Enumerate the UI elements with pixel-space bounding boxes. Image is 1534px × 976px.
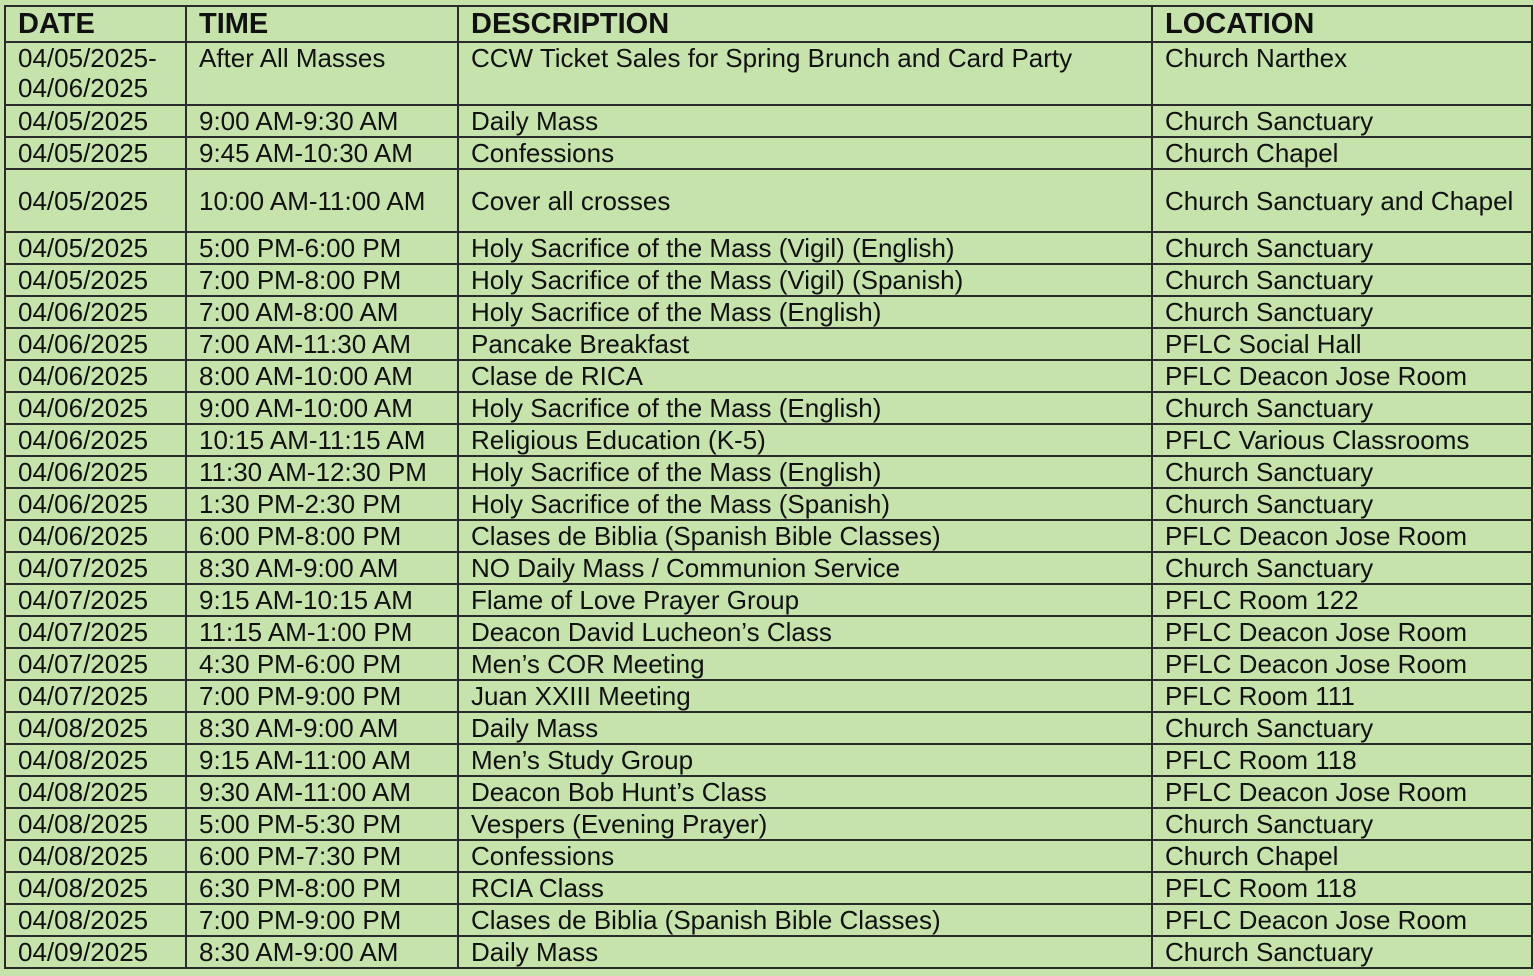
cell-location: Church Sanctuary and Chapel bbox=[1152, 169, 1532, 232]
cell-location: Church Sanctuary bbox=[1152, 936, 1532, 968]
cell-location: PFLC Room 118 bbox=[1152, 744, 1532, 776]
cell-description: Holy Sacrifice of the Mass (Vigil) (Spanish) bbox=[458, 264, 1152, 296]
cell-location: Church Narthex bbox=[1152, 42, 1532, 105]
cell-date: 04/07/2025 bbox=[5, 616, 186, 648]
table-row bbox=[5, 42, 1532, 105]
schedule-table bbox=[4, 5, 1533, 969]
cell-time: 10:00 AM-11:00 AM bbox=[186, 169, 458, 232]
cell-date: 04/06/2025 bbox=[5, 520, 186, 552]
cell-location: PFLC Deacon Jose Room bbox=[1152, 520, 1532, 552]
cell-time: 1:30 PM-2:30 PM bbox=[186, 488, 458, 520]
cell-time: 8:00 AM-10:00 AM bbox=[186, 360, 458, 392]
cell-date: 04/05/2025 bbox=[5, 105, 186, 137]
cell-description: Daily Mass bbox=[458, 712, 1152, 744]
cell-time: 7:00 AM-11:30 AM bbox=[186, 328, 458, 360]
cell-description: Vespers (Evening Prayer) bbox=[458, 808, 1152, 840]
cell-date: 04/07/2025 bbox=[5, 584, 186, 616]
table-row bbox=[5, 872, 1532, 904]
cell-location: Church Sanctuary bbox=[1152, 105, 1532, 137]
cell-description: CCW Ticket Sales for Spring Brunch and Card Party bbox=[458, 42, 1152, 105]
table-row bbox=[5, 840, 1532, 872]
cell-date: 04/05/2025 bbox=[5, 169, 186, 232]
cell-date: 04/05/2025 bbox=[5, 232, 186, 264]
cell-description: Daily Mass bbox=[458, 105, 1152, 137]
column-header-description: DESCRIPTION bbox=[458, 6, 1152, 42]
cell-location: Church Sanctuary bbox=[1152, 712, 1532, 744]
cell-time: 6:00 PM-7:30 PM bbox=[186, 840, 458, 872]
cell-date: 04/08/2025 bbox=[5, 744, 186, 776]
table-row bbox=[5, 712, 1532, 744]
cell-description: Holy Sacrifice of the Mass (English) bbox=[458, 392, 1152, 424]
cell-time: 9:00 AM-10:00 AM bbox=[186, 392, 458, 424]
cell-description: Men’s COR Meeting bbox=[458, 648, 1152, 680]
cell-time: 9:30 AM-11:00 AM bbox=[186, 776, 458, 808]
cell-date: 04/06/2025 bbox=[5, 392, 186, 424]
cell-date: 04/08/2025 bbox=[5, 712, 186, 744]
cell-location: Church Sanctuary bbox=[1152, 488, 1532, 520]
cell-description: Clase de RICA bbox=[458, 360, 1152, 392]
cell-time: 10:15 AM-11:15 AM bbox=[186, 424, 458, 456]
cell-description: Cover all crosses bbox=[458, 169, 1152, 232]
table-row bbox=[5, 392, 1532, 424]
schedule-body bbox=[5, 42, 1532, 968]
table-row bbox=[5, 456, 1532, 488]
cell-location: PFLC Social Hall bbox=[1152, 328, 1532, 360]
cell-date: 04/08/2025 bbox=[5, 904, 186, 936]
cell-description: Holy Sacrifice of the Mass (English) bbox=[458, 296, 1152, 328]
cell-location: Church Sanctuary bbox=[1152, 552, 1532, 584]
cell-location: Church Sanctuary bbox=[1152, 264, 1532, 296]
cell-time: 7:00 PM-9:00 PM bbox=[186, 680, 458, 712]
cell-location: PFLC Room 111 bbox=[1152, 680, 1532, 712]
cell-location: PFLC Deacon Jose Room bbox=[1152, 776, 1532, 808]
cell-date: 04/06/2025 bbox=[5, 360, 186, 392]
cell-description: Holy Sacrifice of the Mass (Spanish) bbox=[458, 488, 1152, 520]
table-row bbox=[5, 169, 1532, 232]
table-row bbox=[5, 232, 1532, 264]
cell-time: 5:00 PM-6:00 PM bbox=[186, 232, 458, 264]
column-header-date: DATE bbox=[5, 6, 186, 42]
cell-time: 6:00 PM-8:00 PM bbox=[186, 520, 458, 552]
cell-date: 04/07/2025 bbox=[5, 552, 186, 584]
cell-description: Religious Education (K-5) bbox=[458, 424, 1152, 456]
table-row bbox=[5, 137, 1532, 169]
table-row bbox=[5, 936, 1532, 968]
cell-date: 04/05/2025 bbox=[5, 137, 186, 169]
cell-description: Confessions bbox=[458, 137, 1152, 169]
table-row bbox=[5, 776, 1532, 808]
cell-description: Men’s Study Group bbox=[458, 744, 1152, 776]
cell-time: 8:30 AM-9:00 AM bbox=[186, 936, 458, 968]
cell-location: Church Sanctuary bbox=[1152, 296, 1532, 328]
cell-date: 04/08/2025 bbox=[5, 808, 186, 840]
cell-time: 9:00 AM-9:30 AM bbox=[186, 105, 458, 137]
cell-date: 04/06/2025 bbox=[5, 424, 186, 456]
cell-location: Church Sanctuary bbox=[1152, 392, 1532, 424]
table-row bbox=[5, 584, 1532, 616]
cell-date: 04/06/2025 bbox=[5, 488, 186, 520]
cell-description: Clases de Biblia (Spanish Bible Classes) bbox=[458, 904, 1152, 936]
cell-time: 8:30 AM-9:00 AM bbox=[186, 712, 458, 744]
cell-date: 04/06/2025 bbox=[5, 456, 186, 488]
cell-description: Holy Sacrifice of the Mass (English) bbox=[458, 456, 1152, 488]
cell-date: 04/05/2025 bbox=[5, 264, 186, 296]
cell-description: Holy Sacrifice of the Mass (Vigil) (English) bbox=[458, 232, 1152, 264]
cell-time: 9:15 AM-10:15 AM bbox=[186, 584, 458, 616]
cell-date: 04/08/2025 bbox=[5, 872, 186, 904]
cell-location: Church Chapel bbox=[1152, 840, 1532, 872]
table-row bbox=[5, 360, 1532, 392]
cell-location: PFLC Deacon Jose Room bbox=[1152, 904, 1532, 936]
table-row bbox=[5, 744, 1532, 776]
table-row bbox=[5, 520, 1532, 552]
cell-location: PFLC Deacon Jose Room bbox=[1152, 616, 1532, 648]
cell-description: Juan XXIII Meeting bbox=[458, 680, 1152, 712]
cell-time: 7:00 PM-9:00 PM bbox=[186, 904, 458, 936]
table-row bbox=[5, 552, 1532, 584]
table-row bbox=[5, 424, 1532, 456]
cell-location: PFLC Room 118 bbox=[1152, 872, 1532, 904]
table-row bbox=[5, 105, 1532, 137]
cell-time: 6:30 PM-8:00 PM bbox=[186, 872, 458, 904]
header-row bbox=[5, 6, 1532, 42]
cell-time: 9:15 AM-11:00 AM bbox=[186, 744, 458, 776]
cell-date: 04/08/2025 bbox=[5, 776, 186, 808]
cell-location: PFLC Deacon Jose Room bbox=[1152, 648, 1532, 680]
cell-time: 4:30 PM-6:00 PM bbox=[186, 648, 458, 680]
cell-location: Church Sanctuary bbox=[1152, 232, 1532, 264]
cell-date: 04/09/2025 bbox=[5, 936, 186, 968]
cell-time: 5:00 PM-5:30 PM bbox=[186, 808, 458, 840]
cell-date: 04/07/2025 bbox=[5, 648, 186, 680]
cell-date: 04/08/2025 bbox=[5, 840, 186, 872]
table-row bbox=[5, 808, 1532, 840]
column-header-time: TIME bbox=[186, 6, 458, 42]
cell-date: 04/05/2025- 04/06/2025 bbox=[5, 42, 186, 105]
cell-location: Church Sanctuary bbox=[1152, 808, 1532, 840]
cell-location: Church Sanctuary bbox=[1152, 456, 1532, 488]
cell-date: 04/06/2025 bbox=[5, 296, 186, 328]
cell-description: Deacon David Lucheon’s Class bbox=[458, 616, 1152, 648]
cell-date: 04/07/2025 bbox=[5, 680, 186, 712]
cell-location: Church Chapel bbox=[1152, 137, 1532, 169]
cell-description: RCIA Class bbox=[458, 872, 1152, 904]
cell-description: NO Daily Mass / Communion Service bbox=[458, 552, 1152, 584]
cell-description: Flame of Love Prayer Group bbox=[458, 584, 1152, 616]
column-header-location: LOCATION bbox=[1152, 6, 1532, 42]
table-row bbox=[5, 328, 1532, 360]
table-row bbox=[5, 488, 1532, 520]
table-row bbox=[5, 680, 1532, 712]
cell-description: Daily Mass bbox=[458, 936, 1152, 968]
cell-date: 04/06/2025 bbox=[5, 328, 186, 360]
cell-time: After All Masses bbox=[186, 42, 458, 105]
table-row bbox=[5, 616, 1532, 648]
cell-location: PFLC Deacon Jose Room bbox=[1152, 360, 1532, 392]
table-row bbox=[5, 296, 1532, 328]
cell-time: 7:00 PM-8:00 PM bbox=[186, 264, 458, 296]
table-row bbox=[5, 264, 1532, 296]
cell-time: 8:30 AM-9:00 AM bbox=[186, 552, 458, 584]
cell-time: 9:45 AM-10:30 AM bbox=[186, 137, 458, 169]
cell-location: PFLC Room 122 bbox=[1152, 584, 1532, 616]
table-row bbox=[5, 648, 1532, 680]
cell-time: 11:15 AM-1:00 PM bbox=[186, 616, 458, 648]
cell-description: Pancake Breakfast bbox=[458, 328, 1152, 360]
table-row bbox=[5, 904, 1532, 936]
cell-time: 7:00 AM-8:00 AM bbox=[186, 296, 458, 328]
cell-time: 11:30 AM-12:30 PM bbox=[186, 456, 458, 488]
cell-description: Deacon Bob Hunt’s Class bbox=[458, 776, 1152, 808]
cell-location: PFLC Various Classrooms bbox=[1152, 424, 1532, 456]
cell-description: Confessions bbox=[458, 840, 1152, 872]
cell-description: Clases de Biblia (Spanish Bible Classes) bbox=[458, 520, 1152, 552]
